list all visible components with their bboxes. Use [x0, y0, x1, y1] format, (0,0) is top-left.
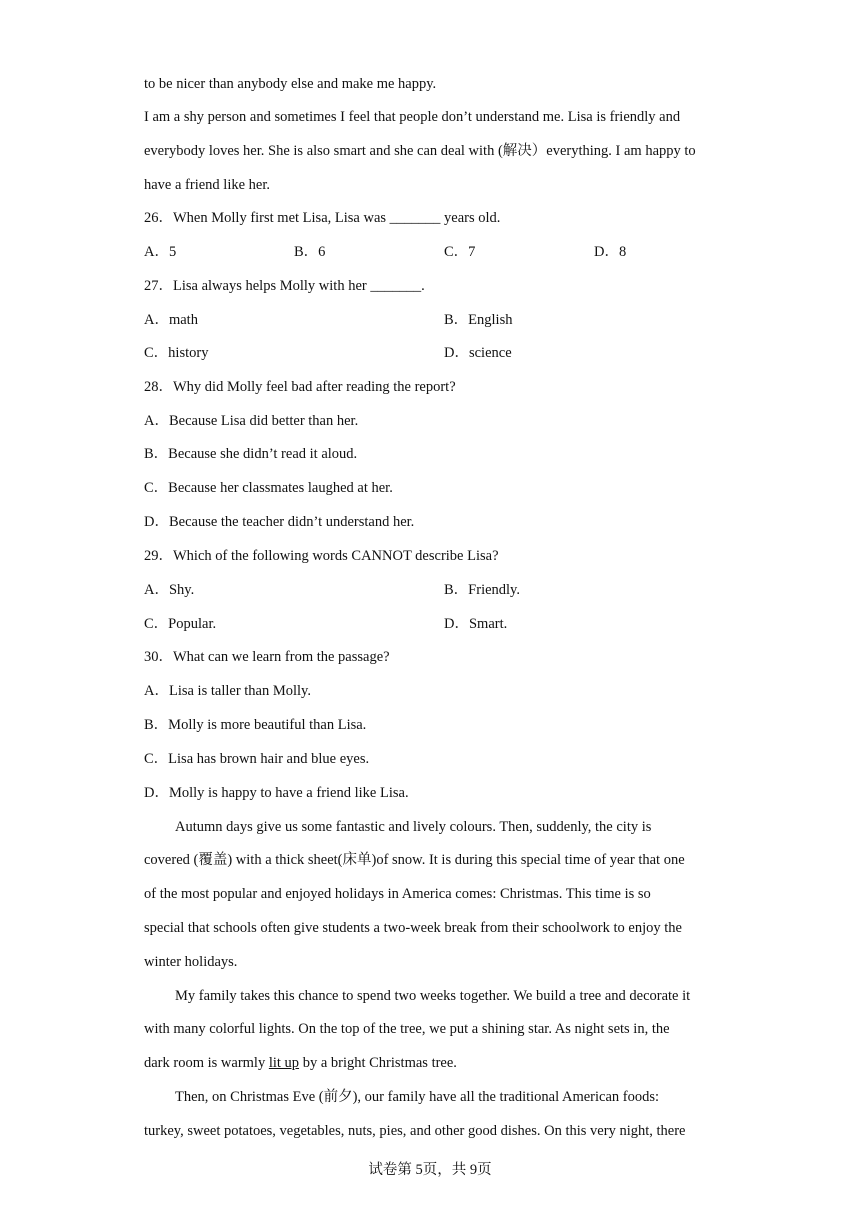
passage-line: My family takes this chance to spend two weeks together. We build a tree and decorate it [175, 988, 691, 1004]
q30-option-c: C．Lisa has brown hair and blue eyes. [144, 751, 370, 767]
passage-text: dark room is warmly [144, 1055, 269, 1071]
q27-option-c: C．history [144, 345, 209, 361]
passage-line: special that schools often give students a two-week break from their schoolwork to enjoy the [144, 920, 682, 936]
passage-line: turkey, sweet potatoes, vegetables, nuts, pies, and other good dishes. On this very night, there [144, 1123, 686, 1139]
q27-option-d: D．science [444, 345, 512, 361]
passage-line: with many colorful lights. On the top of the tree, we put a shining star. As night sets in, the [144, 1021, 670, 1037]
passage-line [144, 1053, 457, 1073]
question-27-stem: 27．Lisa always helps Molly with her _______. [144, 278, 425, 294]
passage-line: of the most popular and enjoyed holidays in America comes: Christmas. This time is so [144, 886, 651, 902]
q27-option-b: B．English [444, 312, 513, 328]
q26-option-c: C．7 [444, 244, 476, 260]
q26-option-d: D．8 [594, 244, 627, 260]
passage-line: I am a shy person and sometimes I feel that people don’t understand me. Lisa is friendly and [144, 109, 681, 125]
q30-option-a: A．Lisa is taller than Molly. [144, 683, 311, 699]
passage-line: have a friend like her. [144, 177, 271, 193]
q28-option-b: B．Because she didn’t read it aloud. [144, 446, 358, 462]
q28-option-c: C．Because her classmates laughed at her. [144, 480, 393, 496]
q29-option-b: B．Friendly. [444, 582, 520, 598]
q29-option-d: D．Smart. [444, 616, 508, 632]
passage-line: everybody loves her. She is also smart and she can deal with (解决）everything. I am happy to [144, 143, 696, 159]
question-29-stem: 29．Which of the following words CANNOT describe Lisa? [144, 548, 499, 564]
page-footer: 试卷第 5页，共 9页 [368, 1162, 492, 1178]
passage-text: by a bright Christmas tree. [299, 1055, 457, 1071]
q28-option-d: D．Because the teacher didn’t understand her. [144, 514, 415, 530]
q27-option-a: A．math [144, 312, 198, 328]
q29-option-c: C．Popular. [144, 616, 217, 632]
question-30-stem: 30．What can we learn from the passage? [144, 649, 390, 665]
q26-option-a: A．5 [144, 244, 177, 260]
q30-option-b: B．Molly is more beautiful than Lisa. [144, 717, 367, 733]
underlined-phrase: lit up [268, 1055, 300, 1071]
question-28-stem: 28．Why did Molly feel bad after reading the report? [144, 379, 456, 395]
passage-line: Autumn days give us some fantastic and lively colours. Then, suddenly, the city is [175, 819, 652, 835]
passage-line: winter holidays. [144, 954, 238, 970]
q30-option-d: D．Molly is happy to have a friend like Lisa. [144, 785, 409, 801]
q28-option-a: A．Because Lisa did better than her. [144, 413, 359, 429]
question-26-stem: 26．When Molly first met Lisa, Lisa was _______ years old. [144, 210, 501, 226]
passage-line: Then, on Christmas Eve (前夕), our family have all the traditional American foods: [175, 1089, 660, 1105]
passage-line: covered (覆盖) with a thick sheet(床单)of snow. It is during this special time of year that one [144, 852, 685, 868]
q29-option-a: A．Shy. [144, 582, 195, 598]
q26-option-b: B．6 [294, 244, 326, 260]
passage-line: to be nicer than anybody else and make me happy. [144, 76, 437, 92]
